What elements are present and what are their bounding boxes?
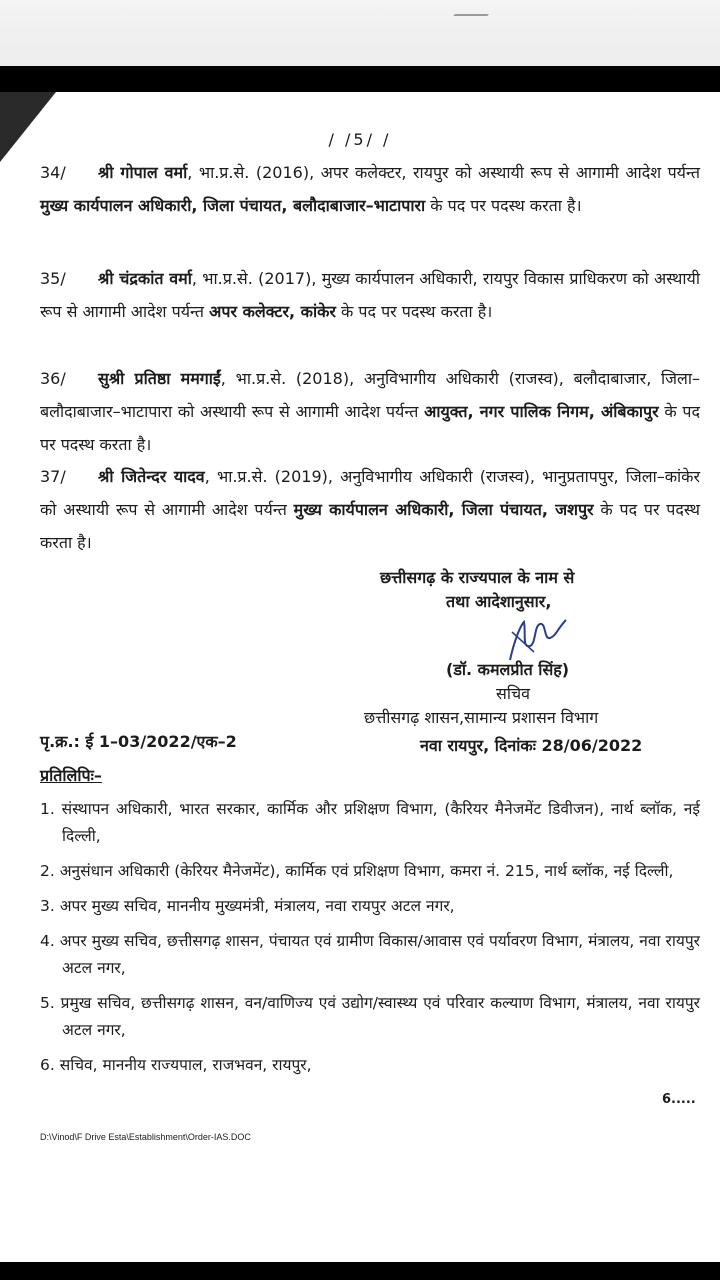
posting-title: मुख्य कार्यपालन अधिकारी, जिला पंचायत, जशपुर <box>293 500 594 519</box>
order-paragraph-37 <box>40 460 700 559</box>
paragraph-text-end: के पद पर पदस्थ करता है। <box>40 402 700 454</box>
page-marker: / /5/ / <box>328 130 392 149</box>
paragraph-number: 35/ <box>40 269 66 288</box>
file-path-footer: D:\Vinod\F Drive Esta\Establishment\Order-IAS.DOC <box>40 1132 251 1142</box>
signatory-department: छत्तीसगढ़ शासन,सामान्य प्रशासन विभाग <box>364 708 599 727</box>
paragraph-text: , भा.प्र.से. (2016), अपर कलेक्टर, रायपुर को अस्थायी रूप से आगामी आदेश पर्यन्त <box>187 163 701 182</box>
copy-to-list <box>40 796 700 1087</box>
reference-place-date: नवा रायपुर, दिनांकः 28/06/2022 <box>420 736 643 755</box>
officer-name: सुश्री प्रतिष्ठा ममगाईं <box>98 369 221 388</box>
paragraph-number: 37/ <box>40 467 66 486</box>
order-paragraph-34 <box>40 156 700 222</box>
pen-stroke-mark <box>453 0 500 16</box>
order-paragraph-35 <box>40 262 700 328</box>
officer-name: श्री चंद्रकांत वर्मा <box>98 269 192 288</box>
reference-number: पृ.क्र.: ई 1–03/2022/एक–2 <box>40 732 237 751</box>
page-corner-shadow <box>0 92 56 162</box>
paragraph-text-end: के पद पर पदस्थ करता है। <box>335 302 493 321</box>
signatory-name: (डॉ. कमलप्रीत सिंह) <box>446 660 570 679</box>
copy-to-heading: प्रतिलिपिः– <box>40 766 102 785</box>
list-item: 4. अपर मुख्य सचिव, छत्तीसगढ़ शासन, पंचायत एवं ग्रामीण विकास/आवास एवं पर्यावरण विभाग, मंत्रालय, नवा रायपुर अटल नगर, <box>40 932 700 977</box>
paragraph-text-end: के पद पर पदस्थ करता है। <box>40 500 701 552</box>
list-item: 2. अनुसंधान अधिकारी (केरियर मैनेजमेंट), कार्मिक एवं प्रशिक्षण विभाग, कमरा नं. 215, नार्थ ब्लॉक, नई दिल्ली, <box>40 862 674 880</box>
paragraph-number: 34/ <box>40 163 66 182</box>
list-item: 5. प्रमुख सचिव, छत्तीसगढ़ शासन, वन/वाणिज्य एवं उद्योग/स्वास्थ्य एवं परिवार कल्याण विभाग, मंत्रालय, नवा रायपुर अटल नगर, <box>40 994 700 1039</box>
signatory-designation: सचिव <box>496 684 531 703</box>
paragraph-text-end: के पद पर पदस्थ करता है। <box>425 196 582 215</box>
officer-name: श्री जितेन्दर यादव <box>98 467 205 486</box>
signature-line-2: तथा आदेशानुसार, <box>446 592 552 611</box>
order-paragraph-36 <box>40 362 700 461</box>
list-item: 1. संस्थापन अधिकारी, भारत सरकार, कार्मिक और प्रशिक्षण विभाग, (कैरियर मैनेजमेंट डिवीजन), नार्थ ब्लॉक, नई दिल्ली, <box>40 800 700 845</box>
list-item: 3. अपर मुख्य सचिव, माननीय मुख्यमंत्री, मंत्रालय, नवा रायपुर अटल नगर, <box>40 897 455 915</box>
paragraph-text: , भा.प्र.से. (2017), मुख्य कार्यपालन अधिकारी, रायपुर विकास प्राधिकरण को अस्थायी रूप से आगामी आदेश पर्यन्त <box>40 269 700 321</box>
bottom-black-band <box>0 1262 720 1280</box>
top-strip <box>0 0 720 66</box>
officer-name: श्री गोपाल वर्मा <box>98 163 188 182</box>
next-page-marker: 6..... <box>662 1092 696 1107</box>
paragraph-text: , भा.प्र.से. (2019), अनुविभागीय अधिकारी (राजस्व), भानुप्रतापपुर, जिला–कांकेर को अस्थायी रूप से आगामी आदेश पर्यन्त <box>40 467 701 519</box>
paragraph-number: 36/ <box>40 369 66 388</box>
paragraph-text: , भा.प्र.से. (2018), अनुविभागीय अधिकारी (राजस्व), बलौदाबाजार, जिला–बलौदाबाजार–भाटापारा को अस्थायी रूप से आगामी आदेश पर्यन्त <box>40 369 701 421</box>
posting-title: अपर कलेक्टर, कांकेर <box>209 302 336 321</box>
posting-title: आयुक्त, नगर पालिक निगम, अंबिकापुर <box>424 402 659 421</box>
posting-title: मुख्य कार्यपालन अधिकारी, जिला पंचायत, बलौदाबाजार–भाटापारा <box>40 196 426 215</box>
list-item: 6. सचिव, माननीय राज्यपाल, राजभवन, रायपुर, <box>40 1056 312 1074</box>
signature-line-1: छत्तीसगढ़ के राज्यपाल के नाम से <box>380 568 575 587</box>
top-black-band <box>0 66 720 92</box>
